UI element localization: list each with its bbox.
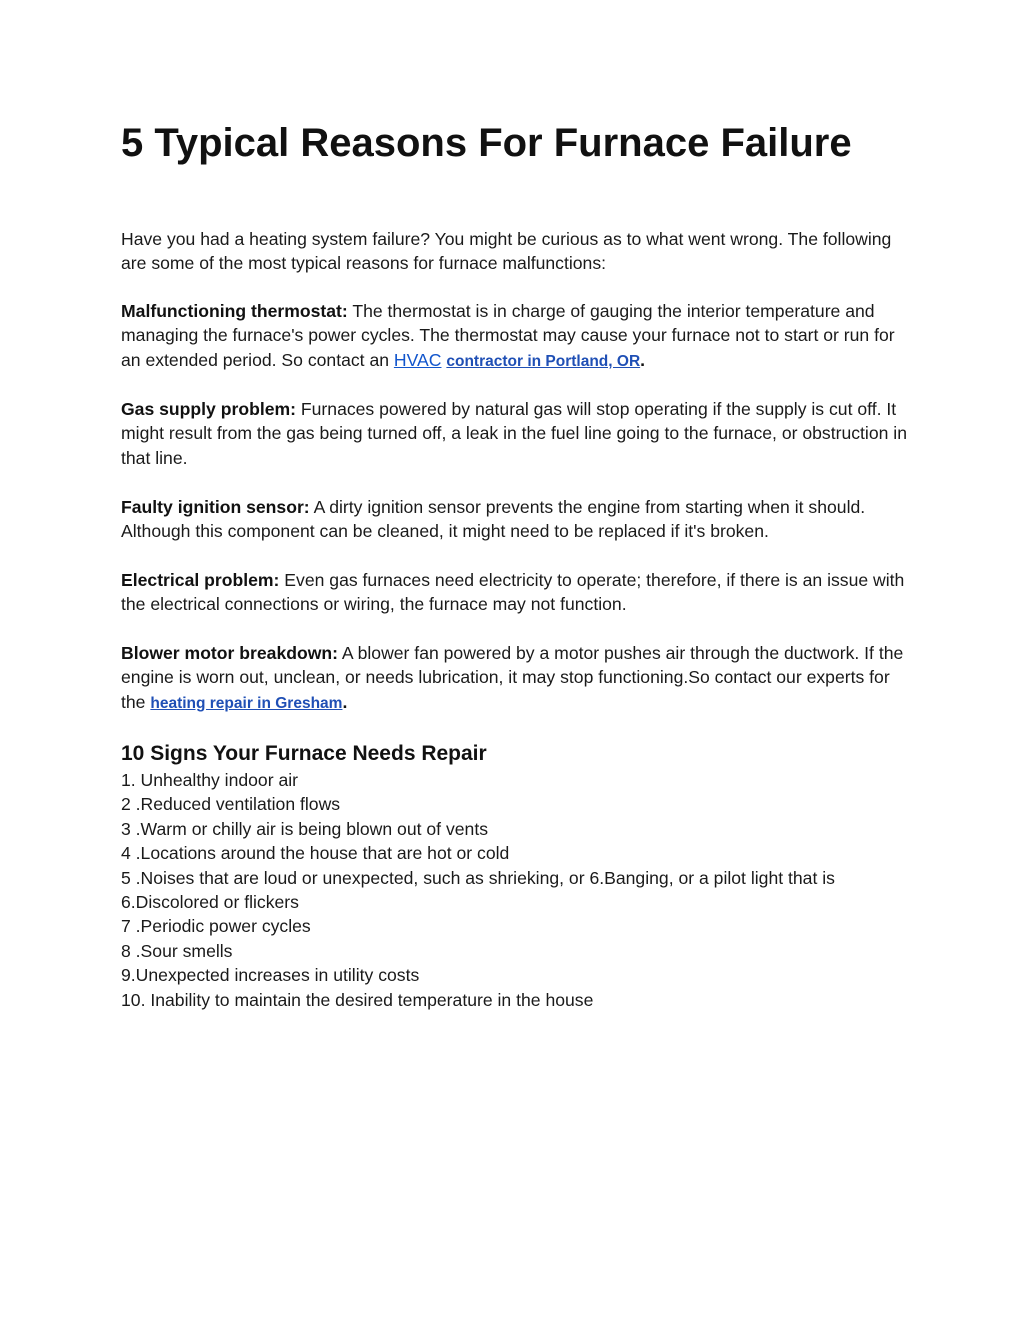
- reason-text: The thermostat is in charge of gauging the interior temperature and managing the furnace's power cycles. The thermostat may cause your furnace not to start or run for an extended period. So contact an: [121, 301, 895, 370]
- reason-heading: Gas supply problem:: [121, 399, 296, 419]
- hvac-link[interactable]: HVAC: [393, 349, 442, 370]
- intro-paragraph: Have you had a heating system failure? You might be curious as to what went wrong. The following are some of the most typical reasons for furnace malfunctions:: [121, 229, 892, 274]
- reason-blower-motor: [121, 641, 911, 716]
- list-item: 1. Unhealthy indoor air: [121, 770, 299, 790]
- contractor-portland-link[interactable]: contractor in Portland, OR: [446, 352, 641, 370]
- reason-electrical: [121, 568, 911, 617]
- reason-heading: Malfunctioning thermostat:: [121, 301, 348, 321]
- period: .: [342, 691, 348, 712]
- list-item: 10. Inability to maintain the desired temperature in the house: [121, 989, 594, 1010]
- reason-thermostat: [121, 299, 911, 374]
- reason-heading: Blower motor breakdown:: [121, 643, 339, 663]
- list-item: 4 .Locations around the house that are hot or cold: [121, 843, 510, 864]
- page-title: 5 Typical Reasons For Furnace Failure: [121, 121, 852, 165]
- reason-ignition-sensor: [121, 495, 911, 544]
- list-item: 2 .Reduced ventilation flows: [121, 794, 341, 815]
- list-item: 3 .Warm or chilly air is being blown out of vents: [121, 818, 489, 839]
- reason-text: Even gas furnaces need electricity to operate; therefore, if there is an issue with the electrical connections or wiring, the furnace may not function.: [121, 570, 905, 615]
- reason-heading: Faulty ignition sensor:: [121, 497, 310, 517]
- list-item: 8 .Sour smells: [121, 940, 233, 961]
- reason-heading: Electrical problem:: [121, 570, 280, 590]
- reason-text: Furnaces powered by natural gas will stop operating if the supply is cut off. It might result from the gas being turned off, a leak in the fuel line going to the furnace, or obstruction in that line.: [121, 399, 907, 468]
- list-item: 6.Discolored or flickers: [121, 892, 299, 913]
- period: .: [640, 349, 646, 370]
- heating-repair-gresham-link[interactable]: heating repair in Gresham: [150, 694, 343, 712]
- list-item: 5 .Noises that are loud or unexpected, such as shrieking, or 6.Banging, or a pilot light that is: [121, 867, 835, 888]
- signs-heading: 10 Signs Your Furnace Needs Repair: [121, 742, 487, 765]
- reason-gas-supply: [121, 397, 911, 470]
- signs-list: [121, 768, 835, 1012]
- list-item: 7 .Periodic power cycles: [121, 916, 311, 937]
- list-item: 9.Unexpected increases in utility costs: [121, 965, 420, 986]
- reason-text: A blower fan powered by a motor pushes air through the ductwork. If the engine is worn out, unclean, or needs lubrication, it may stop functioning.So contact our experts for the: [121, 643, 904, 712]
- reason-text: A dirty ignition sensor prevents the engine from starting when it should. Although this component can be cleaned, it might need to be replaced if it's broken.: [121, 497, 866, 542]
